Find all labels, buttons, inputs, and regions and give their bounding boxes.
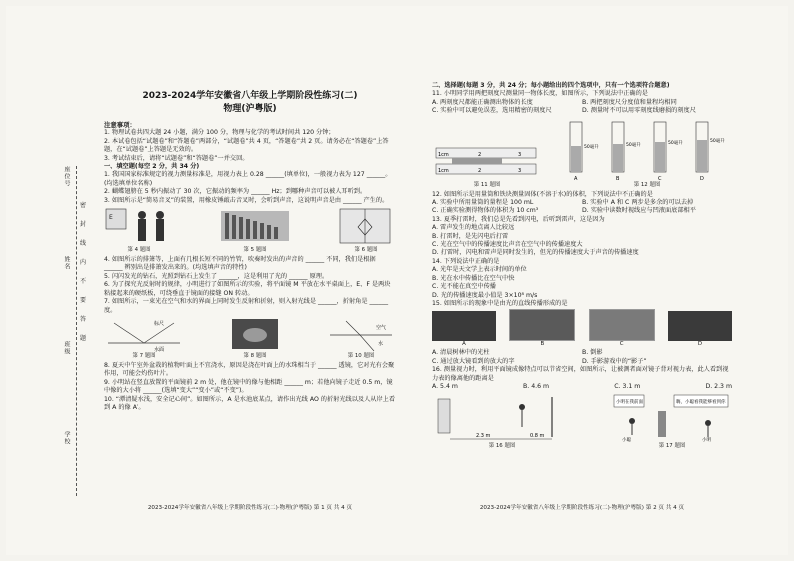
photo-letter: C: [619, 341, 624, 348]
figure-caption: 第 8 题图: [243, 352, 267, 359]
question-6: 6. 为了探究光反射时的规律，小明进行了如图所示的实验，将平面镜 M 平放在水平桌面上，E、F 是两块粘接起来的硬纸板，可绕垂直于镜面的接缝 ON 转动。: [104, 281, 391, 297]
option: D. 光的传播速度最小值是 3×10⁸ m/s: [432, 291, 538, 299]
cylinder-figure: [562, 118, 732, 182]
question-13: 13. 夏季打雷时，我们总是先看到闪电，后听到雷声，这是因为: [432, 215, 605, 223]
shadow-puppet-photo: [668, 311, 732, 341]
option: A. 5.4 m: [432, 382, 458, 390]
seal-word: 线: [80, 240, 87, 247]
option: B. 打雷时，是先闪电后打雷: [432, 232, 509, 240]
cylinder-label: 50毫升: [710, 138, 725, 144]
section-heading: 一、填空题(每空 2 分，共 34 分): [104, 163, 200, 171]
question-7: 7. 如图所示，一束光在空气和水的界面上同时发生反射和折射，则入射光线是 ______，折射角是 ______ 度。: [104, 298, 389, 314]
plant-photo-figure: [230, 317, 280, 353]
distance-label: 2.3 m: [476, 433, 491, 440]
question-8: 8. 夏天中午室外盆栽的植物叶面上不宜浇水，原因是浇在叶面上的水珠相当于 ______ 透镜，它对光有会聚作用，可能会灼伤叶片。: [104, 361, 395, 378]
figure-caption: 第 12 题图: [633, 181, 661, 188]
figure-6: [336, 207, 396, 254]
binding-label-seat: 座位号: [63, 166, 70, 187]
option: A. 光年是天文学上表示时间的单位: [432, 266, 527, 274]
option: D. 测量时不可以用零刻度线磨损的刻度尺: [582, 107, 696, 115]
option: D. 2.3 m: [705, 382, 732, 390]
forest-light-photo: [432, 311, 496, 341]
question-9: 9. 小明站在竖直放置的平面镜前 2 m 处，他在镜中的像与他相距 ______ m；若他向镜子走近 0.5 m，镜中像的大小将 ______(选填“变大”“变小”或“不变”)。: [104, 378, 393, 395]
binding-label-name: 姓名: [63, 256, 70, 270]
cylinder-letter: D: [700, 175, 704, 182]
exam-title: 2023-2024学年安徽省八年级上学期阶段性练习(二): [142, 91, 358, 101]
figure-caption: 第 10 题图: [347, 352, 375, 359]
figure-15d: [668, 311, 732, 348]
seal-line: [76, 166, 77, 496]
option: D. 实验中读数时视线应与凹液面底部相平: [582, 207, 696, 215]
figure-row-11-12: [432, 118, 732, 189]
q16-options: [432, 383, 732, 391]
fig7-label-ruler: 标尺: [154, 320, 165, 327]
svg-text:E: E: [109, 214, 113, 222]
distance-label: 0.8 m: [530, 433, 545, 440]
magnifier-photo: [589, 309, 655, 341]
figure-4: [104, 207, 174, 254]
option: B. 光在水中传播比在空气中快: [432, 274, 515, 282]
notice-item: 1. 物理试卷共四大题 24 小题，满分 100 分，物理与化学的考试时间共 120 分钟；: [104, 129, 335, 137]
ruler-label: 1cm: [438, 167, 449, 174]
question-15: 15. 如图所示的现象中是由光的直线传播形成的是: [432, 299, 568, 307]
ruler-label: 1cm: [438, 151, 449, 158]
binding-label-school: 学校: [63, 431, 70, 445]
reflection-photo: [509, 309, 575, 341]
cylinder-letter: B: [616, 175, 620, 182]
q15-options: [432, 358, 732, 366]
figure-16: [432, 393, 572, 450]
photo-letter: D: [697, 341, 703, 348]
binding-label-class: 班级: [63, 341, 70, 355]
seal-word: 要: [80, 297, 87, 304]
option: B. 倒影: [582, 349, 603, 357]
option: C. 3.1 m: [614, 382, 641, 390]
panpipe-figure: [215, 207, 295, 247]
option: B. 两把刻度尺分度值和量程均相同: [582, 98, 677, 106]
figure-caption: 第 6 题图: [354, 247, 378, 254]
person-label: 小聪: [622, 438, 631, 444]
q12-options: [432, 207, 732, 215]
exam-subtitle: 物理(沪粤版): [223, 104, 277, 114]
figure-7: [104, 317, 184, 360]
figure-8: [230, 317, 280, 360]
figure-5: [215, 207, 295, 254]
figure-caption: 第 5 题图: [243, 247, 267, 254]
option: C. 光在空气中的传播速度比声音在空气中的传播速度大: [432, 241, 583, 249]
seal-word: 封: [80, 221, 87, 228]
q11-options: [432, 107, 732, 115]
figure-15b: [509, 309, 575, 348]
right-page: [432, 82, 732, 452]
ruler-label: 2: [478, 167, 482, 174]
cylinder-letter: A: [574, 175, 578, 182]
water-level-figure: [104, 317, 184, 353]
option: C. 光不能在真空中传播: [432, 283, 496, 291]
q11-options: [432, 99, 732, 107]
seal-word: 题: [80, 335, 87, 342]
figure-caption: 第 11 题图: [473, 181, 501, 188]
question-4: 4. 如图所示的排箫等，上面有几根长短不同的竹管，吹奏时发出的声音的 ______ 不同，我们是根据 ______ 辨别出是排箫发出来的。(均选填声音的特性): [104, 256, 376, 272]
option: B. 实验中 A 和 C 两步是多余的可以去掉: [582, 199, 694, 207]
question-5: 5. 闪闪发光的钻石，光照到钻石上发生了 ______，这是利用了光的 ______ 原理。: [104, 272, 329, 280]
option: A. 两刻度尺都能正确测出物体的长度: [432, 98, 533, 106]
question-12: 12. 如图所示是用量筒和铁块测量固体(不溶于水)的体积，下列说法中不正确的是: [432, 190, 653, 198]
question-14: 14. 下列说法中正确的是: [432, 257, 500, 265]
section-heading: 二、选择题(每题 3 分，共 24 分；每小题给出的四个选项中，只有一个选项符合题意): [432, 82, 670, 89]
left-footer: 2023-2024学年安徽省八年级上学期阶段性练习(二)·物理(沪粤版) 第 1 页 共 4 页: [147, 505, 353, 511]
q15-options: [432, 349, 732, 357]
option: D. 手影游戏中的“影子”: [582, 357, 647, 365]
seal-word: 密: [80, 202, 87, 209]
seal-word: 内: [80, 259, 87, 266]
refraction-figure: [326, 317, 396, 353]
option: C. 实验中可以避免误差，选用精密的刻度尺: [432, 107, 552, 115]
figure-row-2: [104, 317, 396, 360]
eye-test-mirror-figure: [432, 393, 572, 443]
left-page: [104, 68, 396, 412]
fig10-label-water: 水: [378, 340, 384, 347]
binding-strip: [62, 166, 90, 496]
option: A. 实验中所用量筒的量程是 100 mL: [432, 199, 534, 207]
question-1: 1. 我国国家标准规定的视力测量标准是，用视力表上 0.28 ______(填单位)，一般视力表为 127 ______。(均选填单位名称): [104, 171, 392, 187]
question-2: 2. 蝴蝶翅膀在 5 秒内振动了 30 次，它振动的频率为 ______ Hz；到哪种声音可以被人耳听到。: [104, 188, 367, 196]
ruler-label: 3: [518, 151, 522, 158]
cylinder-letter: C: [658, 175, 662, 182]
figure-11: [432, 144, 542, 189]
figure-12: [562, 118, 732, 189]
speech-bubble: 小明在我前面: [616, 400, 643, 406]
seal-word: 答: [80, 316, 87, 323]
question-10: 10. “潭清疑水浅，安全记心间”。如图所示，A 是水池底某点，请作出光线 AO 的折射光线以及人从岸上看到 A 的像 A′。: [104, 395, 396, 411]
speech-bubble: 嗨，小聪看我能够看到你: [676, 400, 726, 406]
corner-mirror-figure: [612, 393, 732, 443]
option: A. 清晨树林中的光柱: [432, 349, 490, 357]
figure-caption: 第 17 题图: [658, 443, 686, 450]
person-label: 小明: [702, 438, 711, 444]
figure-17: [612, 393, 732, 450]
option: B. 4.6 m: [523, 382, 550, 390]
ruler-figure: [432, 144, 542, 182]
option: D. 打雷时，闪电和雷声是同时发生的，但光的传播速度大于声音的传播速度: [432, 249, 639, 257]
figure-10: [326, 317, 396, 360]
figure-caption: 第 4 题图: [127, 247, 151, 254]
cylinder-label: 50毫升: [584, 144, 599, 150]
photo-letter: A: [462, 341, 466, 348]
ruler-label: 2: [478, 151, 482, 158]
figure-row-15: [432, 309, 732, 348]
option: C. 正确实验测得物体的体积为 10 cm³: [432, 207, 539, 215]
figure-caption: 第 7 题图: [132, 352, 156, 359]
figure-row-1: [104, 207, 396, 254]
question-3: 3. 如图所示是“简易音叉”的装置，用橡皮锤敲击音叉时，会听到声音，这说明声音是由 ______ 产生的。: [104, 196, 389, 204]
right-footer: 2023-2024学年安徽省八年级上学期阶段性练习(二)·物理(沪粤版) 第 2 页 共 4 页: [479, 505, 685, 511]
seal-word: 不: [80, 278, 87, 285]
cylinder-label: 50毫升: [668, 140, 683, 146]
question-11: 11. 小明同学用两把刻度尺测量同一物体长度，如图所示，下列说法中正确的是: [432, 90, 648, 98]
figure-15c: [589, 309, 655, 348]
eye-chart-figure: [104, 207, 174, 247]
fig7-label-water: 水面: [154, 346, 165, 353]
fig10-label-air: 空气: [376, 324, 387, 331]
ruler-label: 3: [518, 167, 522, 174]
mirror-board-figure: [336, 207, 396, 247]
seal-words: [80, 196, 88, 348]
exam-sheet: [6, 6, 788, 555]
notice-heading: 注意事项：: [104, 121, 136, 129]
cylinder-label: 50毫升: [626, 142, 641, 148]
figure-caption: 第 16 题图: [488, 443, 516, 450]
option: A. 雷声发生的地点离人比较远: [432, 224, 515, 232]
notice-item: 3. 考试结束后，请将“试题卷”和“答题卷”一并交回。: [104, 154, 249, 162]
photo-letter: B: [540, 341, 545, 348]
question-16: 16. 测量视力时，利用平面镜成像特点可以节省空间，如图所示，让被测者面对镜子背对视力表，此人看到视力表的像离他的距离是: [432, 366, 729, 382]
figure-15a: [432, 311, 496, 348]
option: C. 通过放大镜看到的放大的字: [432, 357, 515, 365]
figure-row-16-17: [432, 393, 732, 450]
notice-item: 2. 本试卷包括“试题卷”和“答题卷”两部分，“试题卷”共 4 页，“答题卷”共 2 页。请务必在“答题卷”上答题，在“试题卷”上答题是无效的。: [104, 137, 389, 154]
